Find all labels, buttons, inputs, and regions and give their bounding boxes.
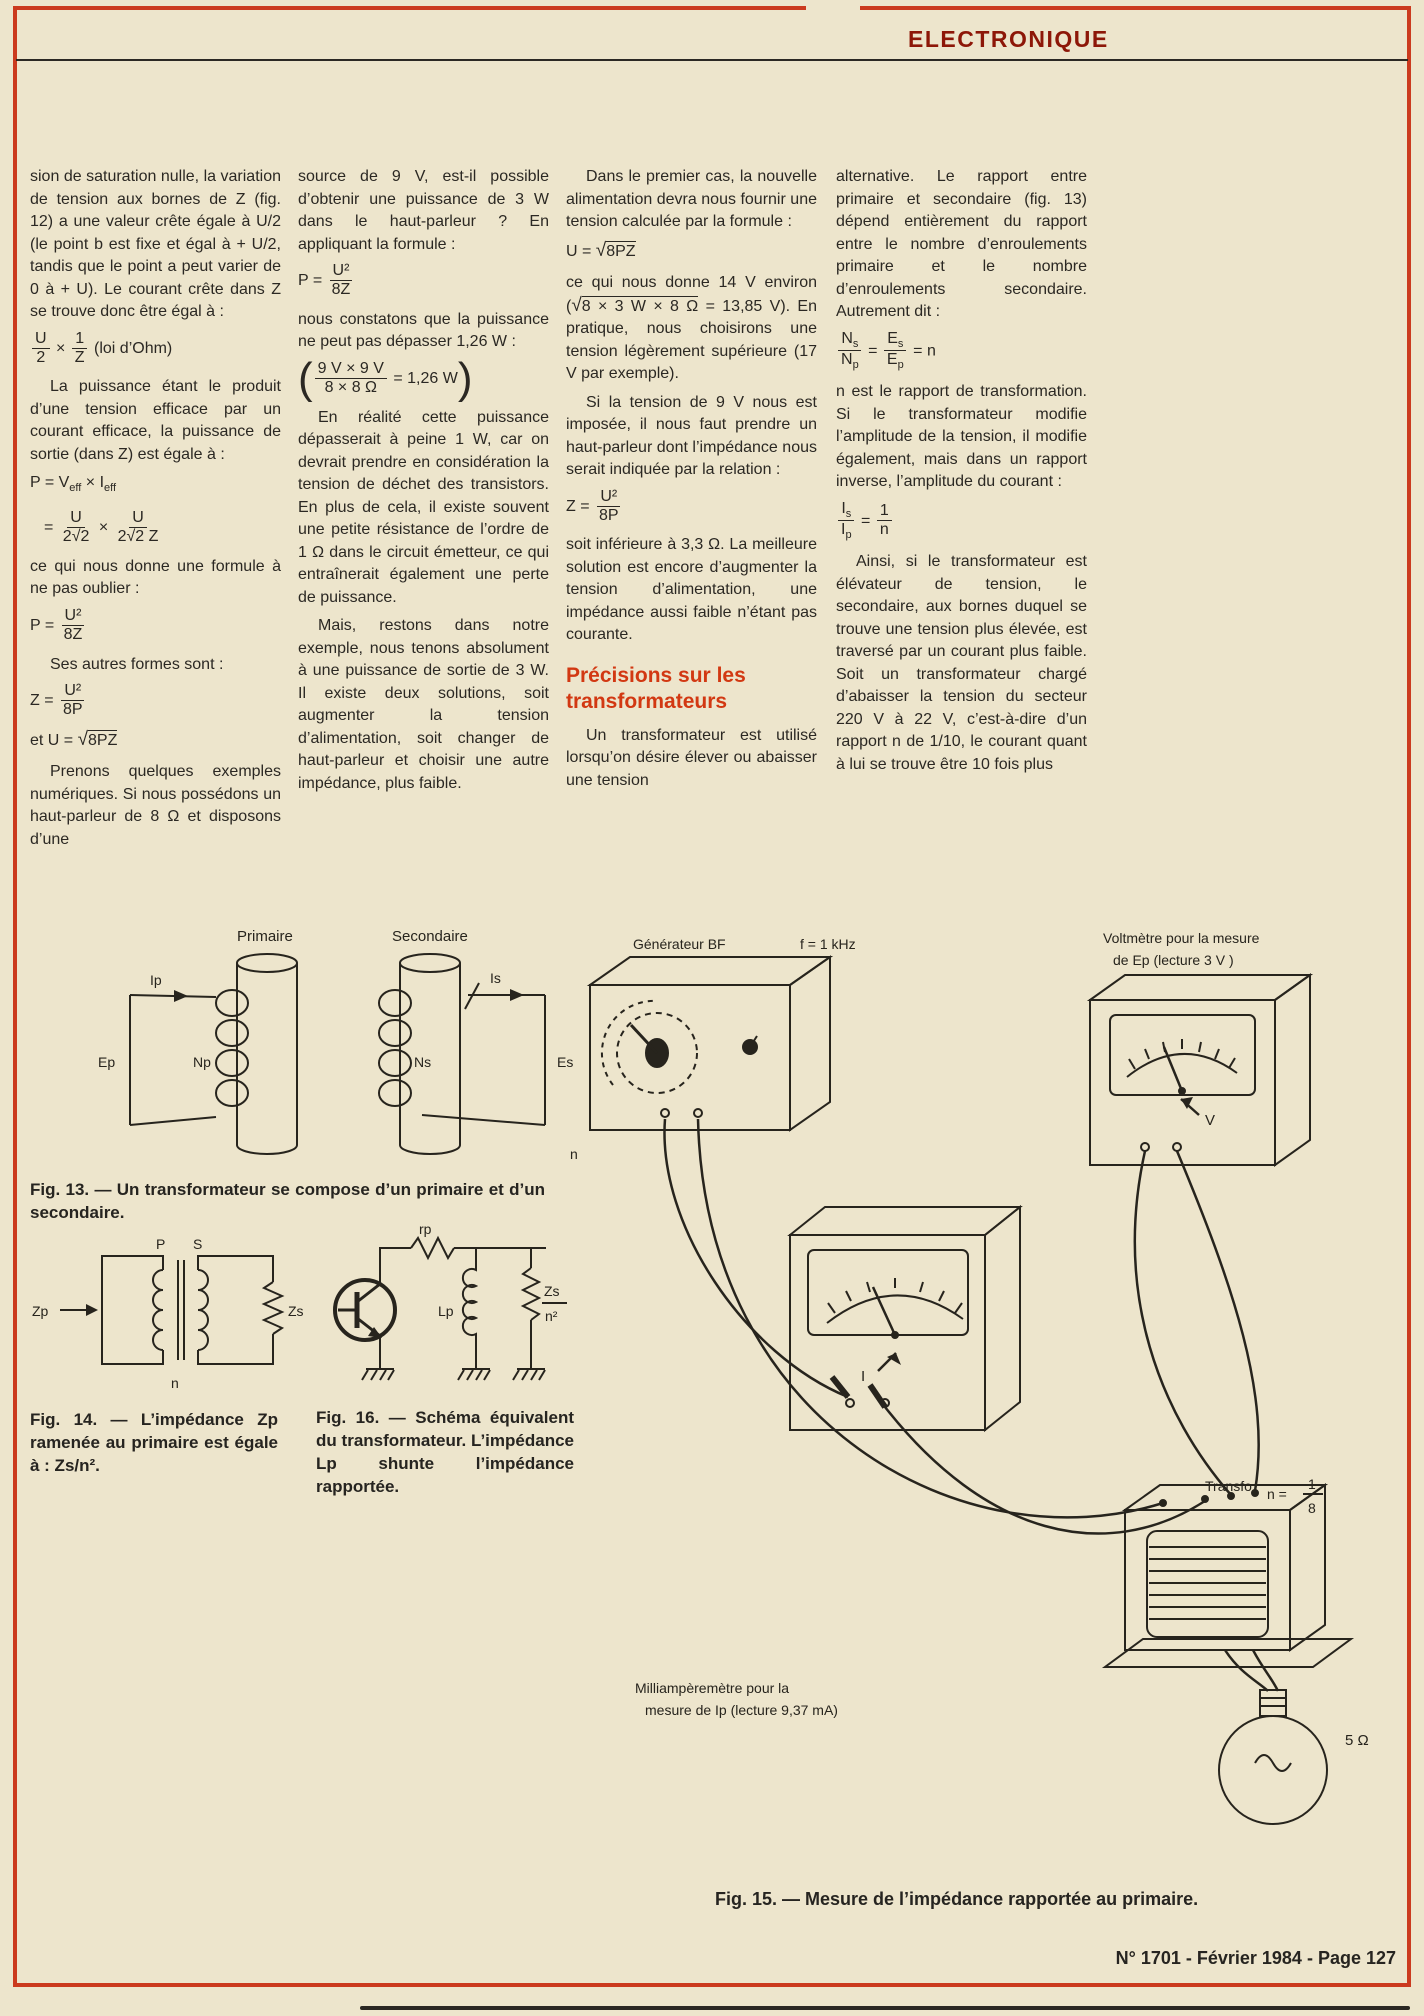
fig13-label-np: Np [193,1054,211,1070]
fpart: p [845,529,852,542]
fpart: 8PZ [606,242,636,260]
fpart: 1 [72,330,87,349]
fig16-drawing [316,1224,571,1404]
formula-voltage [566,240,817,264]
fpart: eff [104,482,117,495]
fpart: × [94,519,113,537]
formula-turns-ratio [836,330,1087,373]
fig14-label-zp: Zp [32,1303,49,1319]
fig15-label-ratio-num: 1 [1308,1476,1316,1492]
formula-numeric-example [298,353,549,403]
fig13-label-ep: Ep [98,1054,116,1070]
formula-impedance [566,488,817,526]
fpart: P = V [30,474,70,492]
fpart: U [32,330,50,349]
fpart: 8Z [331,281,351,299]
fpart: n [879,521,889,539]
formula-p-eff-expanded [44,509,281,547]
milliammeter [790,1207,1020,1430]
fraction [115,509,162,547]
formula-power [30,607,281,645]
connection-wires [664,1119,1278,1691]
fig13-label-ip: Ip [150,972,162,988]
fig16-label-lp: Lp [438,1303,454,1319]
big-paren: ) [457,353,473,403]
fraction [32,330,50,368]
fig15-drawing [565,925,1415,1880]
fpart: s [852,337,859,350]
fig15-caption: Fig. 15. — Mesure de l’impédance rapportée au primaire. [715,1889,1199,1909]
fpart: (loi d’Ohm) [89,339,173,357]
formula-p-eff [30,472,281,500]
paragraph: Dans le premier cas, la nouvelle alimentation devra nous fournir une tension calculée par la formule : [566,168,817,230]
fraction [61,607,86,645]
fraction [329,262,354,300]
fpart: p [897,359,904,372]
fig15-label-frequency: f = 1 kHz [800,936,856,952]
formula-current-ratio [836,500,1087,543]
fpart: Z [74,348,85,366]
fpart: N [841,351,853,369]
fpart: Z = [566,497,595,515]
fig14-caption: Fig. 14. — L’impédance Zp ramenée au primaire est égale à : Zs/n². [30,1410,278,1475]
fpart: U² [597,488,620,507]
fpart: U² [61,682,84,701]
fig13-label-es: Es [557,1054,574,1070]
fpart [838,351,862,372]
fig15-label-generator: Générateur BF [633,936,726,952]
page-header-brand: ELECTRONIQUE [908,26,1109,52]
page-footer: N° 1701 - Février 1984 - Page 127 [1115,1948,1396,1968]
formula-ohm-law [30,330,281,368]
paragraph: nous constatons que la puissance ne peut pas dépasser 1,26 W : [298,310,549,351]
fpart: = [44,519,58,537]
bf-generator [590,957,830,1130]
fpart: 8Z [63,626,83,644]
fpart: E [886,351,898,369]
fig15-label-milliammeter-1: Milliampèremètre pour la [635,1680,790,1696]
fpart: U² [62,607,85,626]
fpart: = 1,26 W [388,369,458,387]
ip-arrowhead [174,990,188,1002]
fpart: = [856,512,875,530]
fraction [877,502,892,540]
fraction [838,500,855,543]
fig15-label-load: 5 Ω [1345,1732,1369,1749]
fpart: I [841,499,846,517]
fpart: s [897,337,904,350]
fpart: = 13,85 V). En pratique, nous choisirons une tension légèrement supérieure (17 V par exemple). [566,297,817,382]
fpart: 2√2 [62,528,90,546]
fig16-label-zs-num: Zs [544,1283,560,1299]
formula-power [298,262,549,300]
page-frame-line [860,6,1408,10]
radical-sign: √ [595,239,607,261]
paragraph: La puissance étant le produit d’une tension efficace par un courant efficace, la puissance de sortie (dans Z) est égale à : [30,378,281,463]
fpart: = n [908,342,936,360]
voltmeter [1090,975,1310,1165]
fpart [884,330,906,352]
fpart: P = [298,272,327,290]
fig16-caption: Fig. 16. — Schéma équivalent du transformateur. L’impédance Lp shunte l’impédance rapportée. [316,1408,574,1496]
paragraph: ce qui nous donne une formule à ne pas oublier : [30,557,281,598]
fig13-label-primaire: Primaire [237,928,293,945]
paragraph: soit inférieure à 3,3 Ω. La meilleure solution est encore d’augmenter la tension d’alimentation, une impédance aussi faible n’étant pas courante. [566,536,817,644]
fpart: U [129,509,147,528]
fraction [596,488,622,526]
fig14-label-zs: Zs [288,1303,304,1319]
fig14-label-s: S [193,1236,203,1252]
fpart [838,330,861,352]
fraction [884,330,907,373]
fpart: 2 [36,348,46,366]
fpart: 8 × 3 W × 8 Ω [581,297,699,315]
fpart: × [51,339,70,357]
fraction [315,360,387,398]
fraction [60,509,93,547]
fpart: 8 × 8 Ω [324,379,377,397]
fpart: Z = [30,692,59,710]
fig13-caption: Fig. 13. — Un transformateur se compose d’un primaire et d’un secondaire. [30,1180,545,1222]
page-frame-line [13,6,17,1987]
fig16-label-zs-den: n² [545,1308,558,1324]
text-column-4 [836,166,1087,782]
fpart [838,521,855,542]
paragraph: Mais, restons dans notre exemple, nous tenons absolument à une puissance de sortie de 3 W. Il existe deux solutions, soit augmenter la tension d’alimentation, soit changer de haut-parleur et choisir une autre impédance, plus faible. [298,617,549,792]
fig15-label-milliammeter-2: mesure de Ip (lecture 9,37 mA) [645,1702,838,1718]
formula-voltage [30,729,281,753]
load-resistor-bulb [1219,1690,1327,1824]
fraction [838,330,862,373]
paragraph: Un transformateur est utilisé lorsqu’on désire élever ou abaisser une tension [566,726,817,789]
fig15-label-v: V [1205,1112,1216,1129]
fpart: ce qui nous donne 14 V environ ( [566,274,817,315]
fpart: P = [30,616,59,634]
fpart: 2√2 Z [117,528,159,546]
fig13-label-is: Is [490,970,501,986]
fig15-label-voltmeter-2: de Ep (lecture 3 V ) [1113,952,1234,968]
fpart: 8P [599,506,619,524]
fraction [60,682,86,720]
paragraph: alternative. Le rapport entre primaire et secondaire (fig. 13) dépend entièrement du rapport entre le nombre d’enroulements primaire et le nombre d’enroulements secondaire. Autrement dit : [836,168,1087,320]
fpart: 8PZ [88,731,118,749]
fpart: 1 [877,502,892,521]
paragraph: Prenons quelques exemples numériques. Si nous possédons un haut-parleur de 8 Ω et disposons d’une [30,763,281,848]
page-frame-line [16,6,806,10]
fpart: = [863,342,882,360]
fpart: × I [81,474,105,492]
fig15-label-ratio-lead: n = [1267,1486,1287,1502]
text-column-3 [566,166,817,798]
is-arrowhead [510,989,524,1001]
fig13-label-secondaire: Secondaire [392,928,468,945]
fpart: E [887,329,898,347]
scan-edge [360,2006,1410,2010]
fpart: U² [330,262,353,281]
fpart: N [841,329,853,347]
fpart: p [852,359,859,372]
fig14-drawing [30,1236,315,1402]
big-paren: ( [298,353,313,403]
text-column-2 [298,166,549,801]
fig15-label-transfo: Transfo [1205,1478,1252,1494]
fraction [72,330,88,368]
formula-impedance [30,682,281,720]
header-rule [16,59,1408,61]
fpart [838,500,854,522]
fig16-label-rp: rp [419,1224,432,1237]
fpart: U = [566,242,596,260]
fig15-label-voltmeter-1: Voltmètre pour la mesure [1103,930,1260,946]
fpart: 9 V × 9 V [315,360,387,379]
fpart: 8P [63,701,83,719]
paragraph: n est le rapport de transformation. Si le transformateur modifie l’amplitude de la tension, il modifie également, mais dans un rapport inverse, l’amplitude du courant : [836,383,1087,491]
paragraph [566,272,817,386]
fig15-label-i: I [861,1368,866,1385]
paragraph: Ses autres formes sont : [50,655,224,673]
paragraph: En réalité cette puissance dépasserait à peine 1 W, car on devrait prendre en considération la tension de déchet des transistors. En plus de cela, il existe souvent une petite résistance de l’ordre de 1 Ω dans le circuit émetteur, ce qui entraînerait également une perte de puissance. [298,408,549,606]
paragraph: Ainsi, si le transformateur est élévateur de tension, le secondaire, aux bornes duquel se trouve une tension plus élevée, est traversé par un courant plus faible. Soit un transformateur chargé d’abaisser la tension du secteur 220 V à 22 V, c’est-à-dire d’un rapport n de 1/10, le courant quant à lui se trouve être 10 fois plus [836,553,1087,773]
zp-arrowhead [86,1304,98,1316]
fig13-label-n: n [570,1146,578,1162]
fig15-label-ratio-den: 8 [1308,1500,1316,1516]
fpart: I [841,521,846,539]
fig14-label-n: n [171,1375,179,1391]
radical-sign: √ [571,294,582,316]
page-frame-line [16,1983,1408,1987]
fig13-label-ns: Ns [414,1054,432,1070]
section-heading: Précisions sur les transformateurs [566,663,746,713]
fig14-label-p: P [156,1236,166,1252]
fpart: U [67,509,85,528]
fpart: s [845,507,852,520]
fpart: eff [69,482,82,495]
paragraph: Si la tension de 9 V nous est imposée, il nous faut prendre un haut-parleur dont l’impédance nous serait indiquée par la relation : [566,393,817,478]
paragraph: sion de saturation nulle, la variation de tension aux bornes de Z (fig. 12) a une valeur crête égale à U/2 (le point b est fixe et égal à + U/2, tandis que le point a peut varier de 0 à + U). Le courant crête dans Z se trouve donc être égal à : [30,168,281,320]
fpart: et U = [30,731,78,749]
paragraph: source de 9 V, est-il possible d’obtenir une puissance de 3 W dans le haut-parleur ? En appliquant la formule : [298,168,549,253]
text-column-1 [30,166,281,857]
radical-sign: √ [77,728,89,750]
fig13-drawing [70,925,590,1175]
fpart [884,351,907,372]
